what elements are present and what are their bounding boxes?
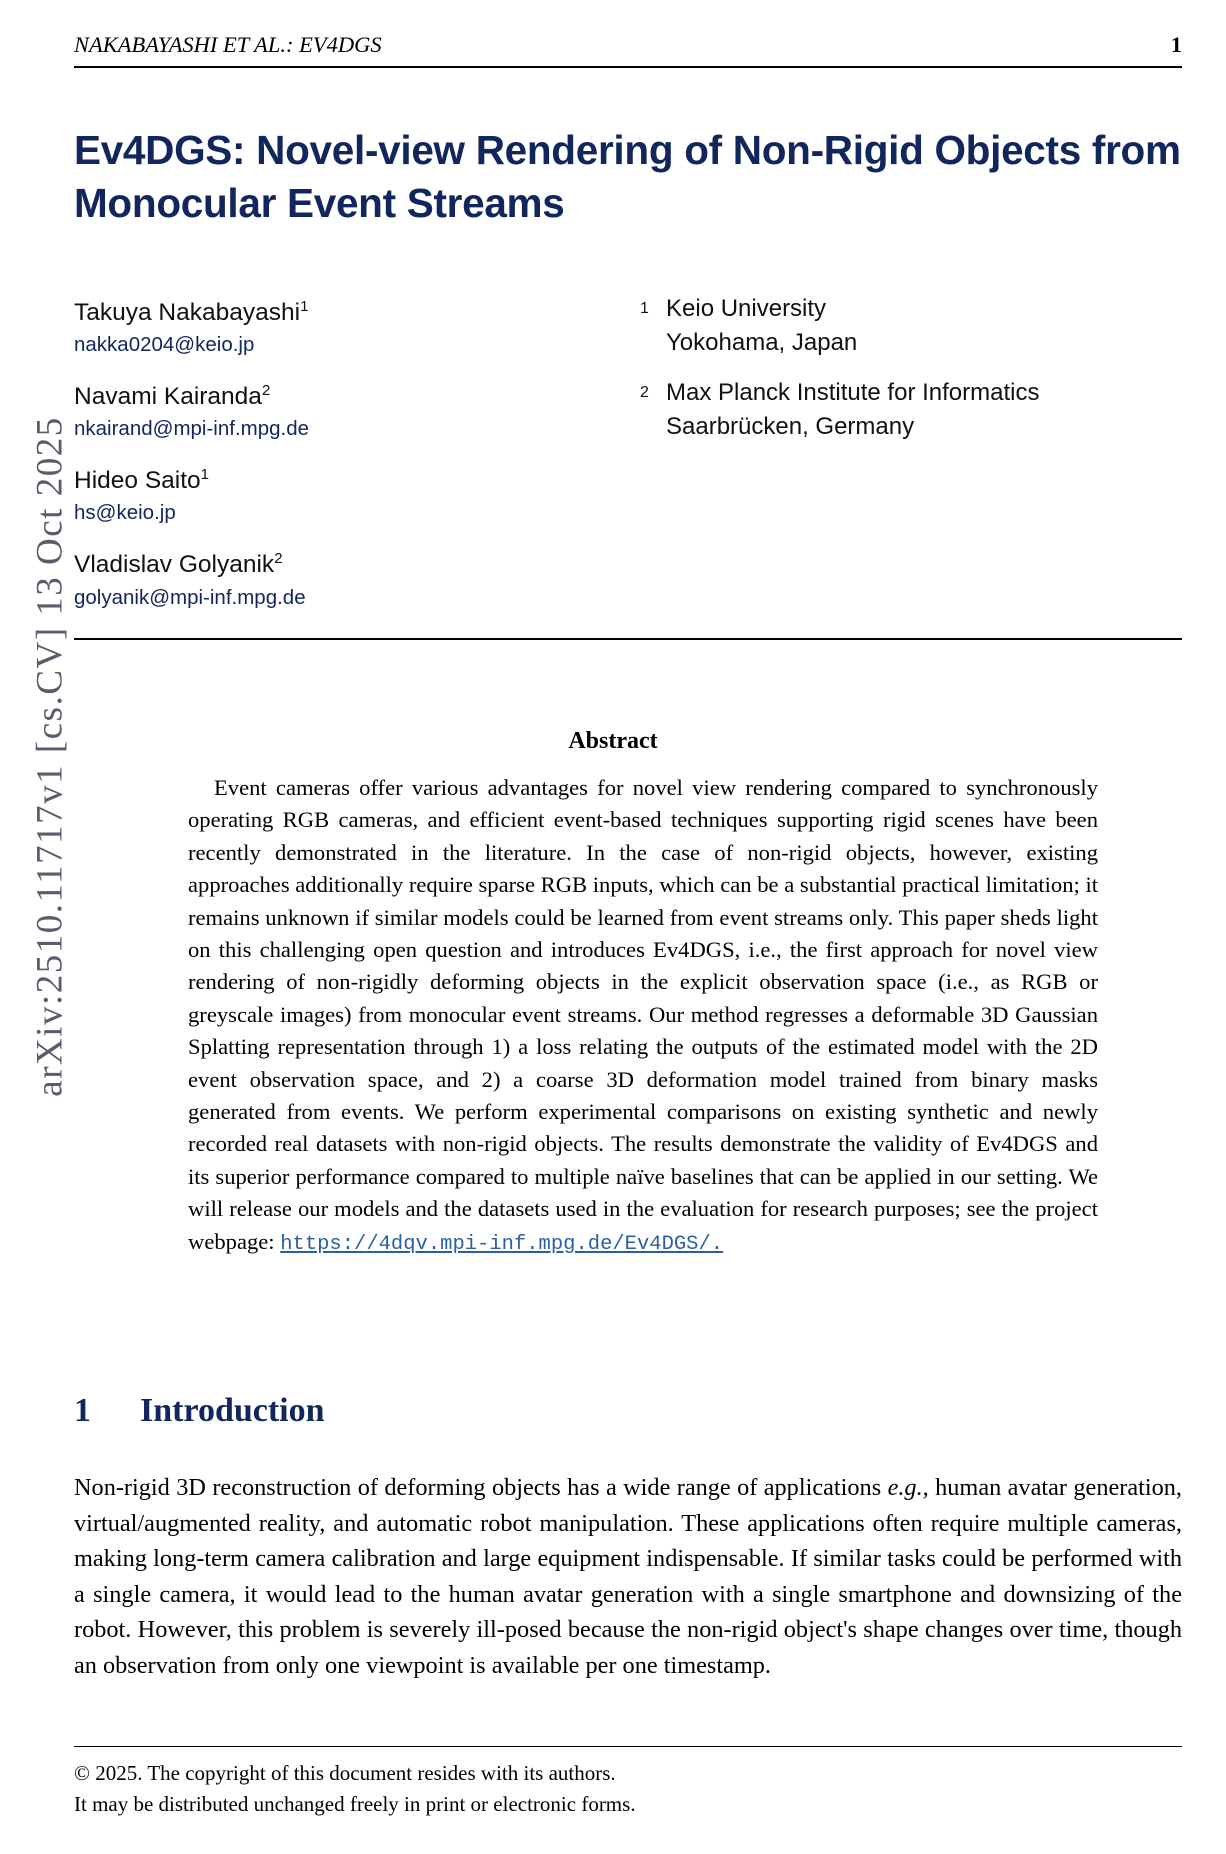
header-rule [74,66,1182,68]
author-email[interactable]: hs@keio.jp [74,501,176,525]
intro-text-italic: e.g., [887,1474,929,1501]
affiliation-line-2: Saarbrücken, Germany [666,413,915,440]
abstract-body-text: Event cameras offer various advantages for novel view rendering compared to synchronously operating RGB cameras, and efficient event-based techniques supporting rigid scenes have been recently demonstrated in the literature. In the case of non-rigid objects, however, existing approaches additionally require sparse RGB inputs, which can be a substantial practical limitation; it remains unknown if similar models could be learned from event streams only. This paper sheds light on this challenging open question and introduces Ev4DGS, i.e., the first approach for novel view rendering of non-rigidly deforming objects in the explicit observation space (i.e., as RGB or greyscale images) from monocular event streams. Our method regresses a deformable 3D Gaussian Splatting representation through 1) a loss relating the outputs of the estimated model with the 2D event observation space, and 2) a coarse 3D deformation model trained from binary masks generated from events. We perform experimental comparisons on existing synthetic and newly recorded real datasets with non-rigid objects. The results demonstrate the validity of Ev4DGS and its superior performance compared to multiple naïve baselines that can be applied in our setting. We will release our models and the datasets used in the evaluation for research purposes; see the project webpage: [188,775,1098,1254]
copyright-footer [74,1758,1182,1820]
section-divider-rule [74,638,1182,640]
affiliation-mark: 1 [640,300,649,317]
author-email[interactable]: nkairand@mpi-inf.mpg.de [74,417,310,441]
author-list [74,292,534,612]
affiliation-line-2: Yokohama, Japan [666,329,858,356]
footer-rule [74,1746,1182,1747]
author-email[interactable]: golyanik@mpi-inf.mpg.de [74,585,306,609]
copyright-line-2: It may be distributed unchanged freely in print or electronic forms. [74,1792,636,1816]
author-affil-mark: 1 [300,298,309,315]
abstract-text [188,772,1098,1261]
author-name-text: Hideo Saito [74,467,201,495]
author-name-text: Navami Kairanda [74,383,262,411]
author-affil-mark: 1 [200,466,210,484]
section-title: Introduction [140,1392,325,1429]
affiliation-mark: 2 [640,384,649,401]
intro-text-part-1: Non-rigid 3D reconstruction of deforming objects has a wide range of applications [74,1474,888,1501]
affiliation-line-1: Max Planck Institute for Informatics [666,379,1040,406]
intro-text-part-2: human avatar generation, virtual/augmented reality, and automatic robot manipulation. These applications often require multiple cameras, making long-term camera calibration and large equipment indispensable. If similar tasks could be performed with a single camera, it would lead to the human avatar generation with a single smartphone and downsizing of the robot. However, this problem is severely ill-posed because the non-rigid object's shape changes over time, though an observation from only one viewpoint is available per one timestamp. [74,1474,1182,1679]
author-name [74,376,534,412]
copyright-line-1: © 2025. The copyright of this document resides with its authors. [74,1761,616,1785]
affiliation-line-1: Keio University [666,295,827,322]
author-affil-mark: 2 [274,550,283,568]
author-name-text: Takuya Nakabayashi [74,299,301,327]
affiliation [640,292,1140,360]
section-number: 1 [74,1392,91,1429]
affiliation-list [640,292,1140,460]
page-number: 1 [1170,32,1182,57]
author-name [74,292,534,328]
abstract-heading: Abstract [568,728,658,754]
arxiv-identifier-stamp: arXiv:2510.11717v1 [cs.CV] 13 Oct 2025 [29,416,71,1097]
project-webpage-link[interactable]: https://4dqv.mpi-inf.mpg.de/Ev4DGS/. [280,1232,724,1256]
author-affil-mark: 2 [261,382,271,400]
page-title: Ev4DGS: Novel-view Rendering of Non-Rigid Objects from Monocular Event Streams [74,127,1181,226]
running-head [74,32,1182,58]
author-name-text: Vladislav Golyanik [74,551,275,579]
author-email[interactable]: nakka0204@keio.jp [74,333,255,357]
affiliation [640,376,1140,444]
intro-paragraph [74,1470,1182,1683]
author-name [74,460,534,496]
running-head-title: NAKABAYASHI ET AL.: EV4DGS [74,32,382,57]
author-name [74,544,534,580]
